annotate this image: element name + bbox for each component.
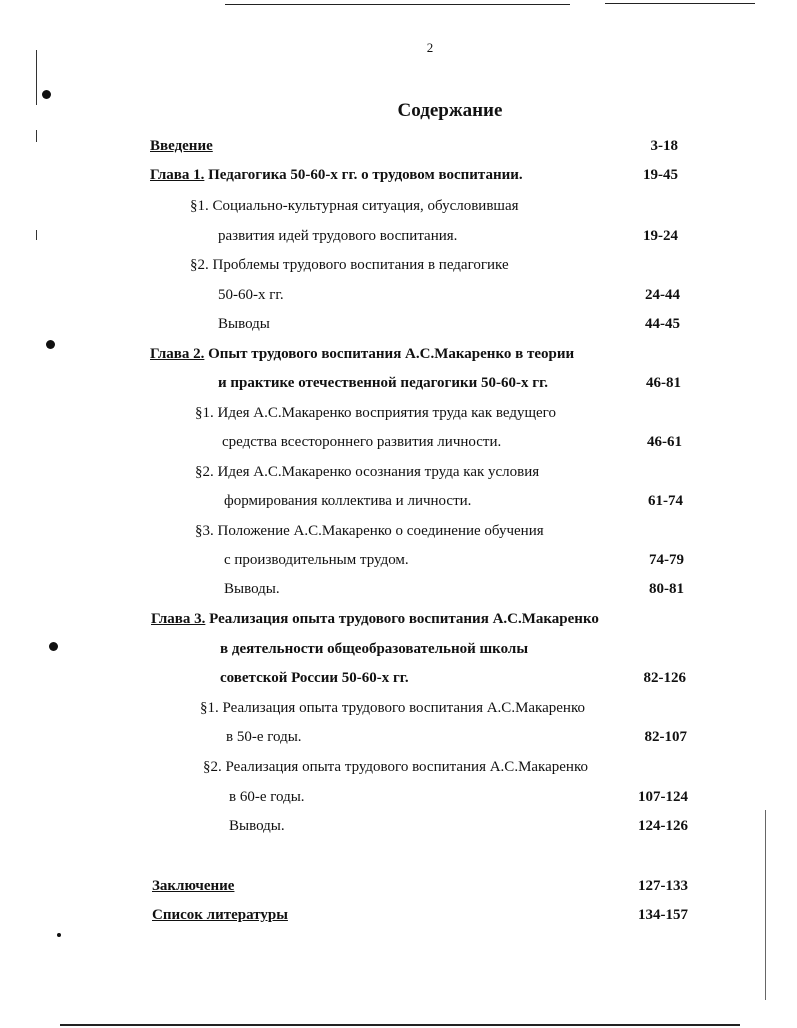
toc-label: Глава 2. <box>150 346 205 362</box>
toc-entry-section-cont: формирования коллектива и личности. <box>224 493 472 509</box>
toc-pages: 19-24 <box>643 228 678 244</box>
toc-entry-conclusions[interactable]: Выводы <box>218 316 270 332</box>
toc-entry-chapter-cont: и практике отечественной педагогики 50-60-х гг. <box>218 375 548 391</box>
toc-entry-section-cont: развития идей трудового воспитания. <box>218 228 458 244</box>
page-title: Содержание <box>397 100 503 121</box>
scan-mark <box>765 810 766 1000</box>
toc-entry-chapter-3[interactable] <box>151 610 599 628</box>
toc-pages: 82-126 <box>643 670 686 686</box>
toc-text: Опыт трудового воспитания А.С.Макаренко в теории <box>208 346 575 362</box>
punch-hole <box>57 933 61 937</box>
toc-pages: 82-107 <box>644 729 687 745</box>
toc-pages: 24-44 <box>645 287 680 303</box>
toc-pages: 80-81 <box>649 581 684 597</box>
scan-mark <box>36 50 37 105</box>
scan-mark <box>36 130 37 142</box>
toc-pages: 3-18 <box>650 138 678 154</box>
toc-pages: 61-74 <box>648 493 683 509</box>
toc-entry-section[interactable]: §1. Идея А.С.Макаренко восприятия труда как ведущего <box>195 405 556 421</box>
toc-entry-section-cont: в 50-е годы. <box>226 729 302 745</box>
toc-entry-bibliography[interactable] <box>152 906 288 924</box>
toc-entry-section-cont: в 60-е годы. <box>229 789 305 805</box>
toc-entry-section[interactable]: §3. Положение А.С.Макаренко о соединение обучения <box>195 523 544 539</box>
toc-entry-section[interactable]: §1. Социально-культурная ситуация, обусловившая <box>190 198 519 214</box>
punch-hole <box>42 90 51 99</box>
scan-line-bottom <box>60 1024 740 1026</box>
toc-entry-section[interactable]: §2. Идея А.С.Макаренко осознания труда как условия <box>195 464 540 480</box>
toc-text: Педагогика 50-60-х гг. о трудовом воспитании. <box>208 167 523 183</box>
toc-entry-section[interactable]: §2. Проблемы трудового воспитания в педагогике <box>190 257 509 273</box>
toc-label: Глава 3. <box>151 611 206 627</box>
toc-entry-chapter-1[interactable] <box>150 166 523 184</box>
toc-pages: 46-61 <box>647 434 682 450</box>
toc-entry-section[interactable]: §2. Реализация опыта трудового воспитания А.С.Макаренко <box>203 759 588 775</box>
page-number: 2 <box>426 40 434 55</box>
punch-hole <box>49 642 58 651</box>
toc-entry-conclusions[interactable]: Выводы. <box>229 818 285 834</box>
toc-pages: 107-124 <box>638 789 688 805</box>
toc-label: Заключение <box>152 878 235 894</box>
toc-pages: 124-126 <box>638 818 688 834</box>
toc-label: Глава 1. <box>150 167 205 183</box>
scan-line-top <box>225 4 570 5</box>
toc-pages: 134-157 <box>638 907 688 923</box>
scan-line-top-right <box>605 3 755 4</box>
toc-label: Введение <box>150 138 213 154</box>
toc-pages: 127-133 <box>638 878 688 894</box>
toc-entry-intro[interactable] <box>150 137 213 155</box>
toc-entry-conclusion[interactable] <box>152 877 234 895</box>
toc-entry-conclusions[interactable]: Выводы. <box>224 581 280 597</box>
toc-pages: 46-81 <box>646 375 681 391</box>
toc-entry-chapter-2[interactable] <box>150 345 574 363</box>
toc-entry-chapter-cont: в деятельности общеобразовательной школы <box>220 641 529 657</box>
toc-entry-section[interactable]: §1. Реализация опыта трудового воспитания А.С.Макаренко <box>200 700 585 716</box>
toc-text: Реализация опыта трудового воспитания А.С.Макаренко <box>209 611 599 627</box>
toc-pages: 19-45 <box>643 167 678 183</box>
toc-pages: 74-79 <box>649 552 684 568</box>
toc-pages: 44-45 <box>645 316 680 332</box>
toc-entry-chapter-cont: советской России 50-60-х гг. <box>220 670 409 686</box>
scan-mark <box>36 230 37 240</box>
punch-hole <box>46 340 55 349</box>
toc-label: Список литературы <box>152 907 288 923</box>
toc-entry-section-cont: 50-60-х гг. <box>218 287 284 303</box>
toc-entry-section-cont: с производительным трудом. <box>224 552 409 568</box>
toc-entry-section-cont: средства всестороннего развития личности. <box>222 434 502 450</box>
